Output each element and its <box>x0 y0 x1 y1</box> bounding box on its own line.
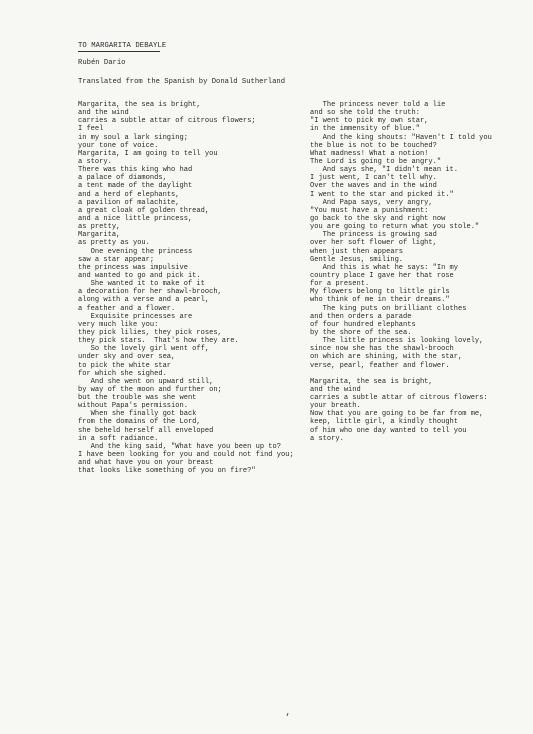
page-mark <box>287 713 289 716</box>
poem-line: Margarita, the sea is bright, <box>78 101 201 109</box>
poem-title: TO MARGARITA DEBAYLE <box>78 42 167 50</box>
poem-line: who think of me in their dreams." <box>310 296 450 305</box>
poem-line: for which she sighed. <box>78 369 167 378</box>
poem-line: carries a subtle attar of citrous flowers; <box>78 117 256 126</box>
poem-right-column <box>310 101 492 443</box>
poem-line: a pavilion of malachite, <box>78 198 180 207</box>
poem-line: So the lovely girl went off, <box>78 345 210 354</box>
poem-line: Margarita, the sea is bright, <box>310 377 433 386</box>
poem-line: The little princess is looking lovely, <box>310 337 484 346</box>
poem-line: and so she told the truth: <box>310 109 420 118</box>
poem-line: and wanted to go and pick it. <box>78 271 201 280</box>
poem-line: as pretty as you. <box>78 239 150 248</box>
poem-line: and the wind <box>310 385 361 394</box>
poem-line: for a present. <box>310 280 370 289</box>
poem-left-column <box>78 101 294 475</box>
poem-line: you are going to return what you stole." <box>310 223 480 232</box>
poem-line: keep, little girl, a kindly thought <box>310 418 459 427</box>
translator-credit: Translated from the Spanish by Donald Sutherland <box>78 78 286 86</box>
poem-line: since now she has the shawl-brooch <box>310 345 454 354</box>
poem-line: without Papa's permission. <box>78 402 188 411</box>
poem-line: The king puts on brilliant clothes <box>310 304 467 313</box>
poem-line: along with a verse and a pearl, <box>78 296 210 305</box>
poem-line: I went to the star and picked it." <box>310 190 454 199</box>
poem-line: And the king shouts: "Haven't I told you <box>310 133 492 142</box>
poem-line: on which are shining, with the star, <box>310 353 463 362</box>
poem-line: And says she, "I didn't mean it. <box>310 166 459 175</box>
poem-line: in a soft radiance. <box>78 434 159 443</box>
poem-line: by the shore of the sea. <box>310 328 412 337</box>
poem-line: that looks like something of you on fire?" <box>78 467 256 476</box>
poem-line: I just went, I can't tell why. <box>310 174 437 183</box>
poem-line: One evening the princess <box>78 247 193 256</box>
poem-line: a story. <box>310 434 344 443</box>
poem-line: I feel <box>78 125 104 134</box>
poem-line: Now that you are going to be far from me, <box>310 410 484 419</box>
poem-line: And she went on upward still, <box>78 377 214 386</box>
poem-author: Rubén Darío <box>78 59 126 67</box>
poem-line: under sky and over sea, <box>78 353 176 362</box>
poem-line: a palace of diamonds, <box>78 174 167 183</box>
poem-line: a great cloak of golden thread, <box>78 206 210 215</box>
poem-line: My flowers belong to little girls <box>310 288 450 297</box>
poem-line: Margarita, I am going to tell you <box>78 149 218 158</box>
poem-line: in the immensity of blue." <box>310 125 420 134</box>
poem-line: of him who one day wanted to tell you <box>310 426 467 435</box>
poem-line: carries a subtle attar of citrous flowers: <box>310 394 488 403</box>
poem-line: your breath. <box>310 402 361 411</box>
poem-line: The princess is growing sad <box>310 231 437 240</box>
poem-line: She wanted it to make of it <box>78 280 205 289</box>
poem-line: And Papa says, very angry, <box>310 198 433 207</box>
poem-line: When she finally got back <box>78 410 197 419</box>
poem-line: from the domains of the Lord, <box>78 418 201 427</box>
poem-line: they pick lilies, they pick roses, <box>78 328 222 337</box>
poem-line: saw a star appear; <box>78 255 155 264</box>
poem-line: And the king said, "What have you been up to? <box>78 442 281 451</box>
poem-line: as pretty, <box>78 223 121 232</box>
poem-line: Gentle Jesus, smiling. <box>310 255 404 264</box>
poem-line: they pick stars. That's how they are. <box>78 337 239 346</box>
poem-line <box>310 370 492 378</box>
poem-line: Margarita, <box>78 231 121 240</box>
poem-line: a tent made of the daylight <box>78 182 193 191</box>
poem-line: she beheld herself all enveloped <box>78 426 214 435</box>
poem-line: a decoration for her shawl-brooch, <box>78 288 222 297</box>
poem-line: of four hundred elephants <box>310 320 416 329</box>
poem-line: The Lord is going to be angry." <box>310 157 442 166</box>
poem-line: What madness! What a notion! <box>310 149 429 158</box>
poem-line: country place I gave her that rose <box>310 271 454 280</box>
poem-line: and the wind <box>78 109 129 118</box>
title-underline <box>78 51 160 52</box>
poem-line: very much like you: <box>78 320 159 329</box>
poem-line: by way of the moon and further on; <box>78 385 222 394</box>
poem-line: "You must have a punishment: <box>310 206 429 215</box>
poem-line: go back to the sky and right now <box>310 214 446 223</box>
poem-line: in my soul a lark singing; <box>78 133 188 142</box>
poem-line: verse, pearl, feather and flower. <box>310 361 450 370</box>
poem-line: and what have you on your breast <box>78 459 214 468</box>
poem-line: I have been looking for you and could not find you; <box>78 451 294 460</box>
poem-line: when just then appears <box>310 247 404 256</box>
poem-line: Exquisite princesses are <box>78 312 193 321</box>
poem-line: the blue is not to be touched? <box>310 141 437 150</box>
poem-line: and a herd of elephants, <box>78 190 180 199</box>
poem-line: a feather and a flower. <box>78 304 176 313</box>
poem-line: your tone of voice. <box>78 141 159 150</box>
poem-line: and then orders a parade <box>310 312 412 321</box>
poem-line: a story. <box>78 157 112 166</box>
poem-line: and a nice little princess, <box>78 214 193 223</box>
poem-line: to pick the white star <box>78 361 172 370</box>
poem-line: over her soft flower of light, <box>310 239 437 248</box>
poem-line: but the trouble was she went <box>78 394 197 403</box>
poem-line: There was this king who had <box>78 166 193 175</box>
poem-line: Over the waves and in the wind <box>310 182 437 191</box>
poem-line: The princess never told a lie <box>310 101 446 109</box>
poem-line: the princess was impulsive <box>78 263 188 272</box>
poem-line: "I went to pick my own star, <box>310 117 429 126</box>
poem-line: And this is what he says: "In my <box>310 263 459 272</box>
